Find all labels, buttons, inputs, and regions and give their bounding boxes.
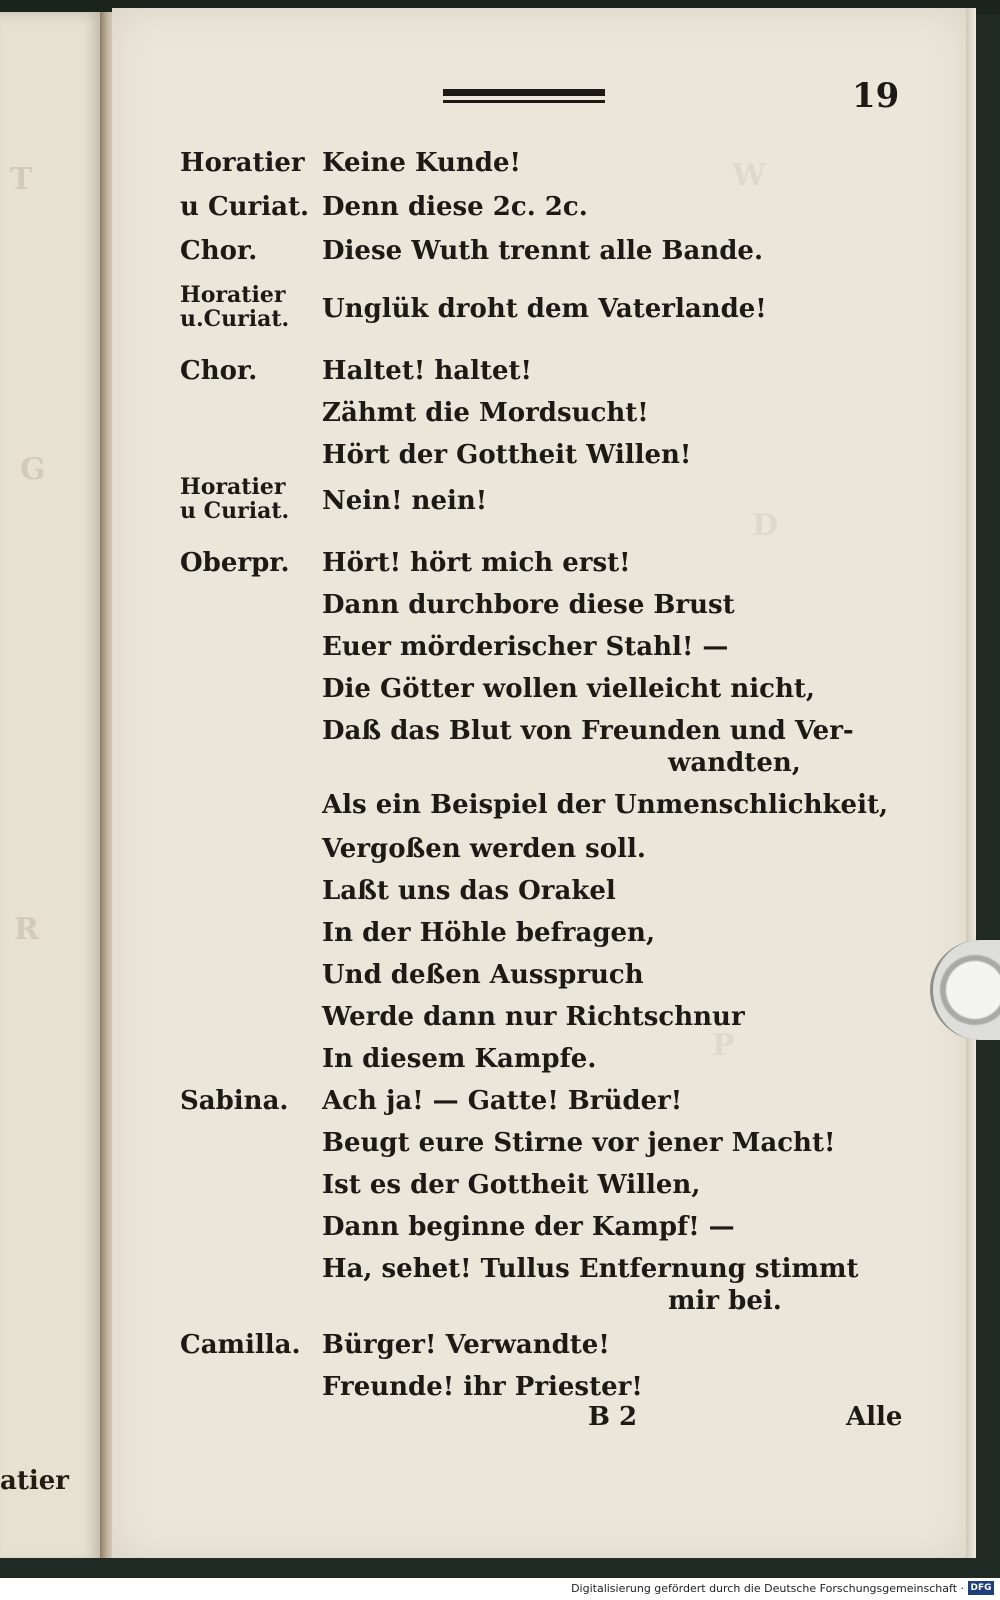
left-page-bleed-mark: R [14, 912, 39, 947]
verse-line-continuation: wandten, [668, 748, 801, 778]
speaker-label: u Curiat. [180, 192, 310, 222]
verse-line: Ha, sehet! Tullus Entfernung stimmt [322, 1254, 859, 1284]
footer-bar [0, 1578, 1000, 1600]
verse-line: Und deßen Ausspruch [322, 960, 644, 990]
page-number: 19 [852, 76, 900, 116]
verse-line: Hört! hört mich erst! [322, 548, 631, 578]
signature-mark: B 2 [588, 1402, 638, 1432]
speaker-label: Chor. [180, 356, 258, 386]
verse-line: Laßt uns das Orakel [322, 876, 616, 906]
speaker-label: Camilla. [180, 1330, 301, 1360]
show-through-mark: D [752, 508, 779, 543]
verse-line: Nein! nein! [322, 486, 488, 516]
verse-line: Zähmt die Mordsucht! [322, 398, 649, 428]
verse-line: Die Götter wollen vielleicht nicht, [322, 674, 815, 704]
speaker-label: Chor. [180, 236, 258, 266]
speaker-label: Oberpr. [180, 548, 290, 578]
left-facing-page [0, 12, 104, 1564]
verse-line: Hört der Gottheit Willen! [322, 440, 692, 470]
verse-line: Dann beginne der Kampf! — [322, 1212, 735, 1242]
verse-line: In der Höhle befragen, [322, 918, 655, 948]
verse-line: Als ein Beispiel der Unmenschlichkeit, [322, 790, 889, 820]
verse-line: Vergoßen werden soll. [322, 834, 646, 864]
left-page-bleed-mark: G [20, 452, 46, 487]
header-rule-thin [443, 100, 605, 103]
catchword: Alle [846, 1402, 903, 1432]
verse-line: Bürger! Verwandte! [322, 1330, 610, 1360]
verse-line: Beugt eure Stirne vor jener Macht! [322, 1128, 836, 1158]
speaker-label: u Curiat. [180, 498, 290, 524]
show-through-mark: W [732, 158, 766, 193]
verse-line: Freunde! ihr Priester! [322, 1372, 643, 1402]
scan-background-bottom [0, 1558, 1000, 1578]
speaker-label: Horatier [180, 282, 286, 308]
verse-line: Daß das Blut von Freunden und Ver- [322, 716, 854, 746]
verse-line: In diesem Kampfe. [322, 1044, 597, 1074]
verse-line: Unglük droht dem Vaterlande! [322, 294, 767, 324]
verse-line: Ach ja! — Gatte! Brüder! [322, 1086, 683, 1116]
verse-line-continuation: mir bei. [668, 1286, 782, 1316]
verse-line: Euer mörderischer Stahl! — [322, 632, 729, 662]
verse-line: Keine Kunde! [322, 148, 521, 178]
dfg-logo[interactable]: DFG [968, 1581, 994, 1595]
left-page-text-fragment: atier [0, 1466, 69, 1496]
verse-line: Dann durchbore diese Brust [322, 590, 735, 620]
verse-line: Diese Wuth trennt alle Bande. [322, 236, 764, 266]
show-through-mark: P [712, 1028, 735, 1063]
speaker-label: Sabina. [180, 1086, 289, 1116]
page-edge [966, 8, 976, 1560]
verse-line: Ist es der Gottheit Willen, [322, 1170, 701, 1200]
speaker-label: Horatier [180, 474, 286, 500]
speaker-label: u.Curiat. [180, 306, 290, 332]
verse-line: Denn diese 2c. 2c. [322, 192, 588, 222]
speaker-label: Horatier [180, 148, 305, 178]
footer-credit: Digitalisierung gefördert durch die Deutsche Forschungsgemeinschaft · [571, 1582, 964, 1595]
verse-line: Haltet! haltet! [322, 356, 532, 386]
header-rule [443, 89, 605, 96]
verse-line: Werde dann nur Richtschnur [322, 1002, 745, 1032]
left-page-bleed-mark: T [10, 162, 33, 197]
